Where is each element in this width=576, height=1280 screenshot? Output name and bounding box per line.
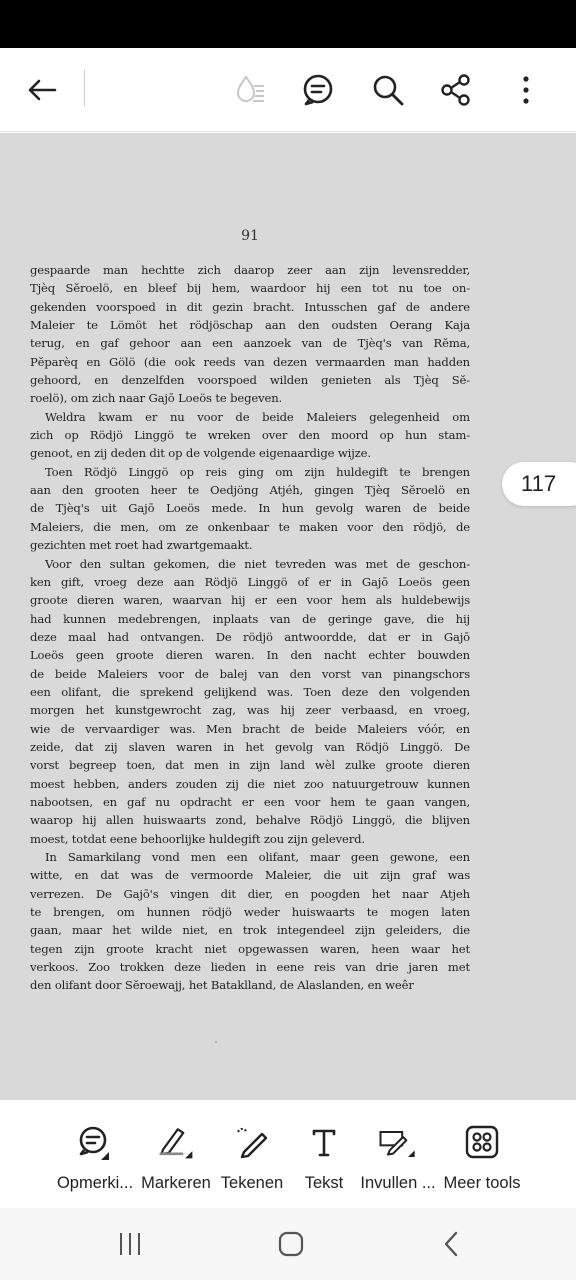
page-text [30,261,470,995]
recent-apps-icon[interactable] [100,1224,160,1264]
text-line: roelö), om zich naar Gajō Loeös te begeven. [30,391,283,406]
scan-speck [215,1041,217,1043]
text-line: ken gift, vroeg deze aan Rödjö Linggö of er in Gajō Loeös geen [30,574,470,589]
text-line: gehoord, en denzelfden voorspoed wilden genieten als Tjèq Sĕ- [30,373,470,388]
text-line: witte, en dat was de vermoorde Maleier, die uit zijn graf was [30,868,470,883]
tool-label: Tekenen [220,1174,284,1192]
tool-label: Tekst [304,1174,344,1192]
app-toolbar [0,48,576,132]
text-line: nabootsen, en gaf nu opdracht er een voor hem te gaan vangen, [30,794,470,809]
text-line: wie de vervaardiger was. Men bracht de beide Maleiers vóór, en [30,721,470,736]
text-line: gaan, maar het wilde niet, en trok integendeel zijn geleiders, die [30,923,470,938]
back-arrow-icon[interactable] [18,66,66,114]
text-line: Loeös geen groote dieren waren. In den nacht echter bouwden [30,648,470,663]
bottom-toolbar [0,1100,576,1208]
tool-label: Invullen ... [360,1174,436,1192]
text-line: terug, en gaf gehoor aan een aanzoek van de Tjèq's van Rĕma, [30,336,470,351]
tool-more-tools[interactable] [437,1122,527,1202]
page-indicator: 117 [502,462,576,506]
text-line: had kunnen medebrengen, inplaats van de geringe gave, die hij [30,611,470,626]
text-line: een olifant, die sprekend gelijkend was. Toen deze den volgenden [30,684,470,699]
comment-icon [75,1122,115,1162]
text-icon [304,1122,344,1162]
text-line: verrezen. De Gajō's vingen dit dier, en poogden het naar Atjeh [30,886,470,901]
highlighter-icon [156,1122,196,1162]
tool-fill-sign[interactable] [353,1122,443,1202]
text-line: aan den grooten heer te Oedjöng Atjéh, gingen Tjèq Sĕroelö en [30,483,470,498]
search-icon[interactable] [364,66,412,114]
text-line: de Tjèq's uit Gajō Loeös mede. In hun gevolg waren de beide [30,501,470,516]
grid-tools-icon [462,1122,502,1162]
text-line: verkoos. Zoo trokken deze lieden in eene reis van drie jaren met [30,960,470,975]
fill-sign-icon [378,1122,418,1162]
text-line: groote dieren waren, waarvan hij er een voor hem als huldebewijs [30,593,470,608]
toolbar-divider [84,70,85,106]
document-page[interactable] [0,133,576,1100]
text-line: Maleiers, die men, om ze onkenbaar te maken voor den rödjö, de [30,519,470,534]
text-line: zich op Rödjö Linggö te wreken over den moord op hun stam- [30,428,470,443]
share-icon[interactable] [432,66,480,114]
text-line: Tjèq Sĕroelö, en bleef bij hem, waardoor hij een tot nu toe on- [30,281,470,296]
text-line: den olifant door Sĕroewajj, het Bataklland, de Alaslanden, en weêr [30,978,414,993]
text-line: gekenden voorspoed in dit gezin bracht. Intusschen gaf de andere [30,299,470,314]
text-line: deze maal had ontvangen. De rödjö antwoordde, dat er in Gajō [30,629,470,644]
text-line: Toen Rödjö Linggö op reis ging om zijn huldegift te brengen [45,464,470,479]
text-line: gezichten met roet had zwartgemaakt. [30,538,253,553]
text-line: de beide Maleiers voor de balej van den vorst van pinangschors [30,666,470,681]
text-line: Weldra kwam er nu voor de beide Maleiers gelegenheid om [45,409,470,424]
tool-label: Markeren [141,1174,211,1192]
text-line: genoot, en zij deden dit op de volgende eigenaardige wijze. [30,446,371,461]
tool-label: Meer tools [443,1174,521,1192]
home-icon[interactable] [261,1224,321,1264]
text-line: vorst begreep toen, dat men in zijn land wèl zulke groote dieren [30,758,470,773]
back-icon[interactable] [422,1224,482,1264]
text-line: Maleier te Lömöt het rödjöschap aan den oudsten Oerang Kaja [30,318,470,333]
text-line: tegen zijn groote kracht niet opgewassen waren, heen waar het [30,941,470,956]
text-line: Pĕparèq en Gölö (die ook reeds van dezen vermaarden man hadden [30,354,470,369]
text-line: moest, totdat eene behoorlijke huldegift zou zijn geleverd. [30,831,365,846]
text-line: zeide, dat zij slaven waren in het gevolg van Rödjö Linggö. De [30,739,470,754]
text-line: moest hebben, anders zouden zij die niet zoo natuurgetrouw kunnen [30,776,470,791]
page-number: 91 [241,228,259,244]
text-line: morgen het kunstgewrocht zag, was hij zeer verbaasd, en vroeg, [30,703,470,718]
tool-label: Opmerki... [56,1174,134,1192]
system-nav-bar [0,1208,576,1280]
tool-comment[interactable] [50,1122,140,1202]
text-line: In Samarkilang vond men een olifant, maar geen gewone, een [45,850,470,864]
draw-pen-icon [232,1122,272,1162]
text-line: waarop hij allen huiswaarts zond, behalve Rödjö Linggö, die blijven [30,813,470,828]
more-vert-icon[interactable] [502,66,550,114]
status-bar [0,0,576,48]
text-line: te brengen, om hunnen rödjö weder huiswaarts te mogen laten [30,905,470,920]
read-mode-icon[interactable] [226,66,274,114]
comments-icon[interactable] [294,66,342,114]
text-line: Voor den sultan gekomen, die niet tevreden was met de geschon- [45,556,470,571]
text-line: gespaarde man hechtte zich daarop zeer aan zijn levensredder, [30,263,470,277]
